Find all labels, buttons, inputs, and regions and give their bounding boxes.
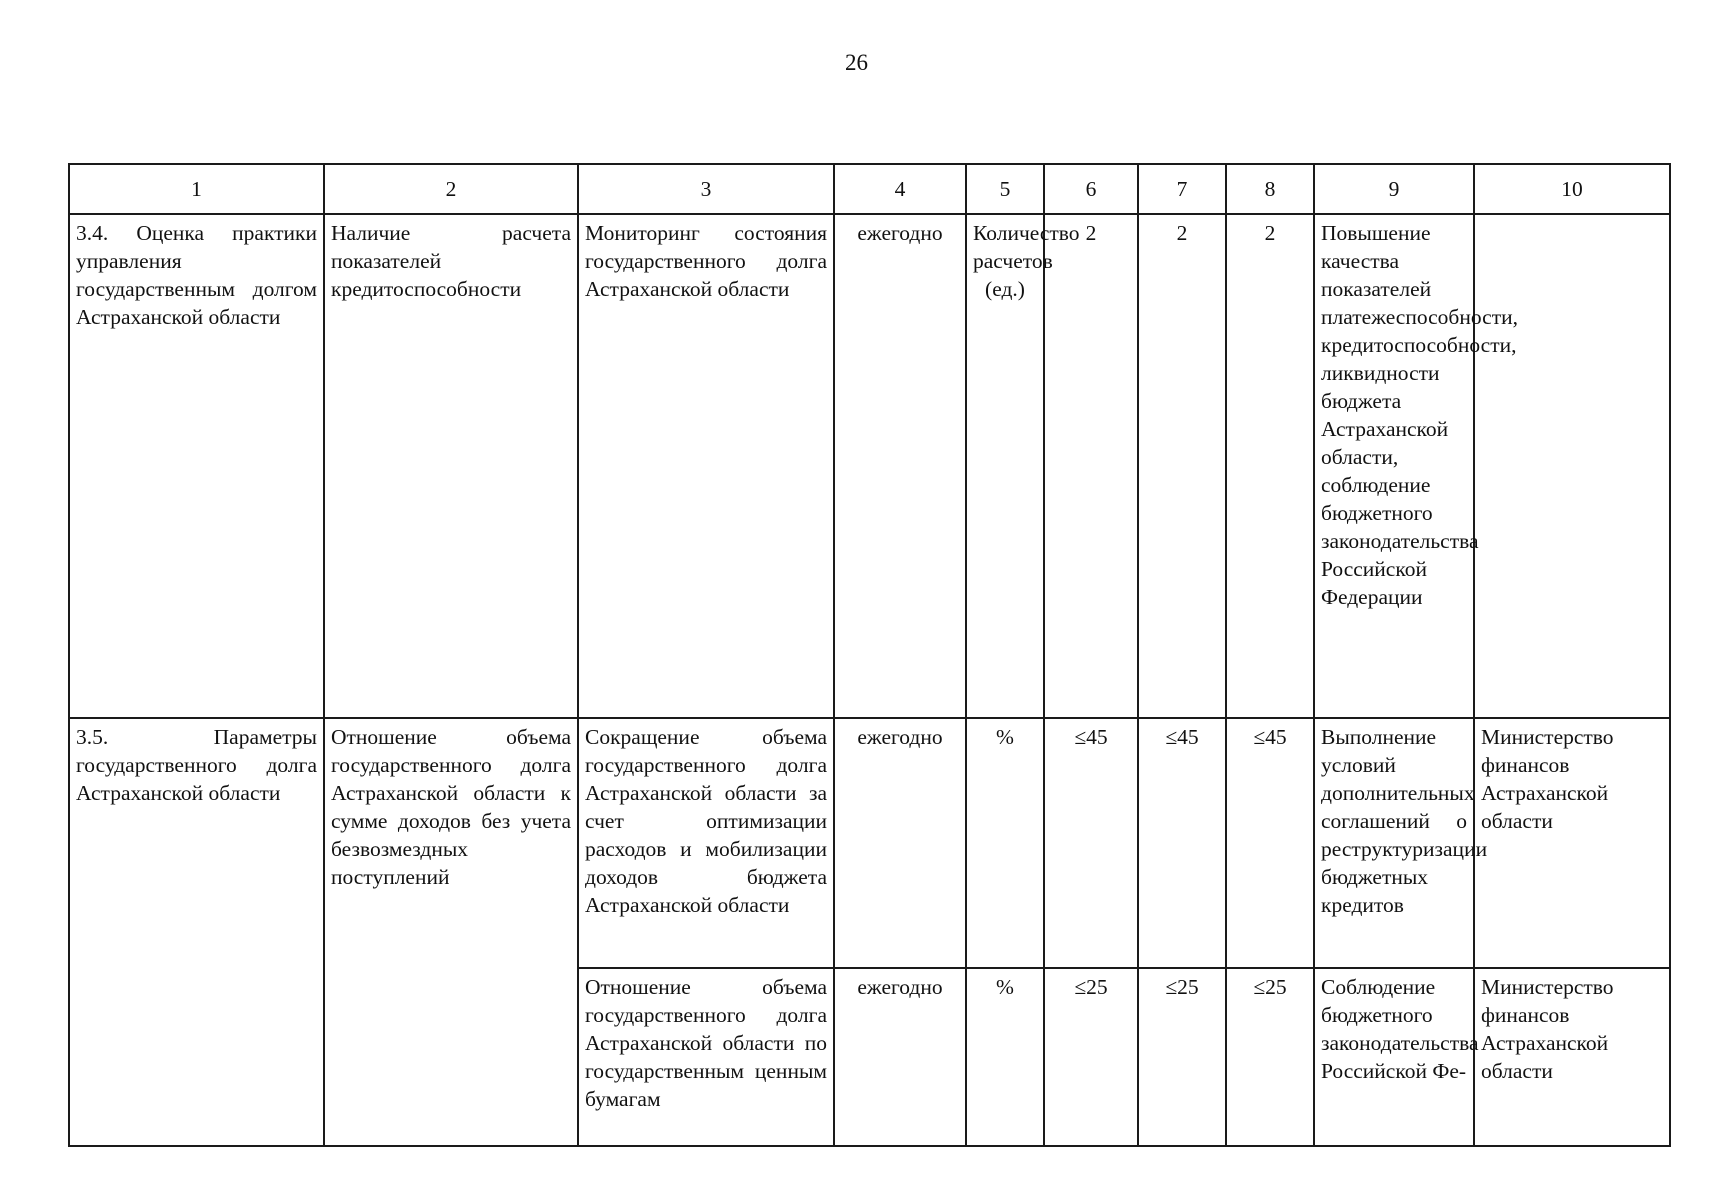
- header-cell-5: 5: [966, 164, 1044, 214]
- period-cell: ежегодно: [834, 718, 966, 968]
- activity-cell: Мониторинг состояния государственного долга Астраханской области: [578, 214, 834, 718]
- value-cell-6: 2: [1044, 214, 1138, 718]
- value-cell-8: 2: [1226, 214, 1314, 718]
- header-cell-2: 2: [324, 164, 578, 214]
- header-row: [69, 164, 1670, 214]
- table-row: [69, 718, 1670, 968]
- header-cell-10: 10: [1474, 164, 1670, 214]
- header-cell-6: 6: [1044, 164, 1138, 214]
- responsible-cell: Министерство финансов Астраханской области: [1474, 968, 1670, 1146]
- result-cell: Выполнение условий дополнительных соглашений о реструктуризации бюджетных кредитов: [1314, 718, 1474, 968]
- header-cell-9: 9: [1314, 164, 1474, 214]
- value-cell-6: ≤25: [1044, 968, 1138, 1146]
- header-cell-8: 8: [1226, 164, 1314, 214]
- result-cell: Соблюдение бюджетного законодательства Российской Фе-: [1314, 968, 1474, 1146]
- responsible-cell: Министерство финансов Астраханской области: [1474, 718, 1670, 968]
- unit-cell: %: [966, 968, 1044, 1146]
- period-cell: ежегодно: [834, 214, 966, 718]
- header-cell-1: 1: [69, 164, 324, 214]
- activity-cell: Отношение объема государственного долга Астраханской области по государственным ценным бумагам: [578, 968, 834, 1146]
- unit-cell: %: [966, 718, 1044, 968]
- program-table: [68, 163, 1671, 1147]
- value-cell-7: ≤45: [1138, 718, 1226, 968]
- value-cell-8: ≤25: [1226, 968, 1314, 1146]
- task-name-cell: 3.4. Оценка практики управления государственным долгом Астраханской области: [69, 214, 324, 718]
- header-cell-3: 3: [578, 164, 834, 214]
- header-cell-7: 7: [1138, 164, 1226, 214]
- indicator-cell: Наличие расчета показателей кредитоспособности: [324, 214, 578, 718]
- task-name-cell: 3.5. Параметры государственного долга Астраханской области: [69, 718, 324, 1146]
- value-cell-6: ≤45: [1044, 718, 1138, 968]
- value-cell-7: 2: [1138, 214, 1226, 718]
- responsible-cell: [1474, 214, 1670, 718]
- page-number: 26: [845, 50, 868, 75]
- header-cell-4: 4: [834, 164, 966, 214]
- value-cell-8: ≤45: [1226, 718, 1314, 968]
- period-cell: ежегодно: [834, 968, 966, 1146]
- activity-cell: Сокращение объема государственного долга Астраханской области за счет оптимизации расходов и мобилизации доходов бюджета Астраханской области: [578, 718, 834, 968]
- value-cell-7: ≤25: [1138, 968, 1226, 1146]
- result-cell: Повышение качества показателей платежеспособности, кредитоспособности, ликвидности бюджета Астраханской области, соблюдение бюджетного законодательства Российской Федерации: [1314, 214, 1474, 718]
- indicator-cell: Отношение объема государственного долга Астраханской области к сумме доходов без учета безвозмездных поступлений: [324, 718, 578, 1146]
- unit-cell: Количество расчетов (ед.): [966, 214, 1044, 718]
- table-row: [69, 214, 1670, 718]
